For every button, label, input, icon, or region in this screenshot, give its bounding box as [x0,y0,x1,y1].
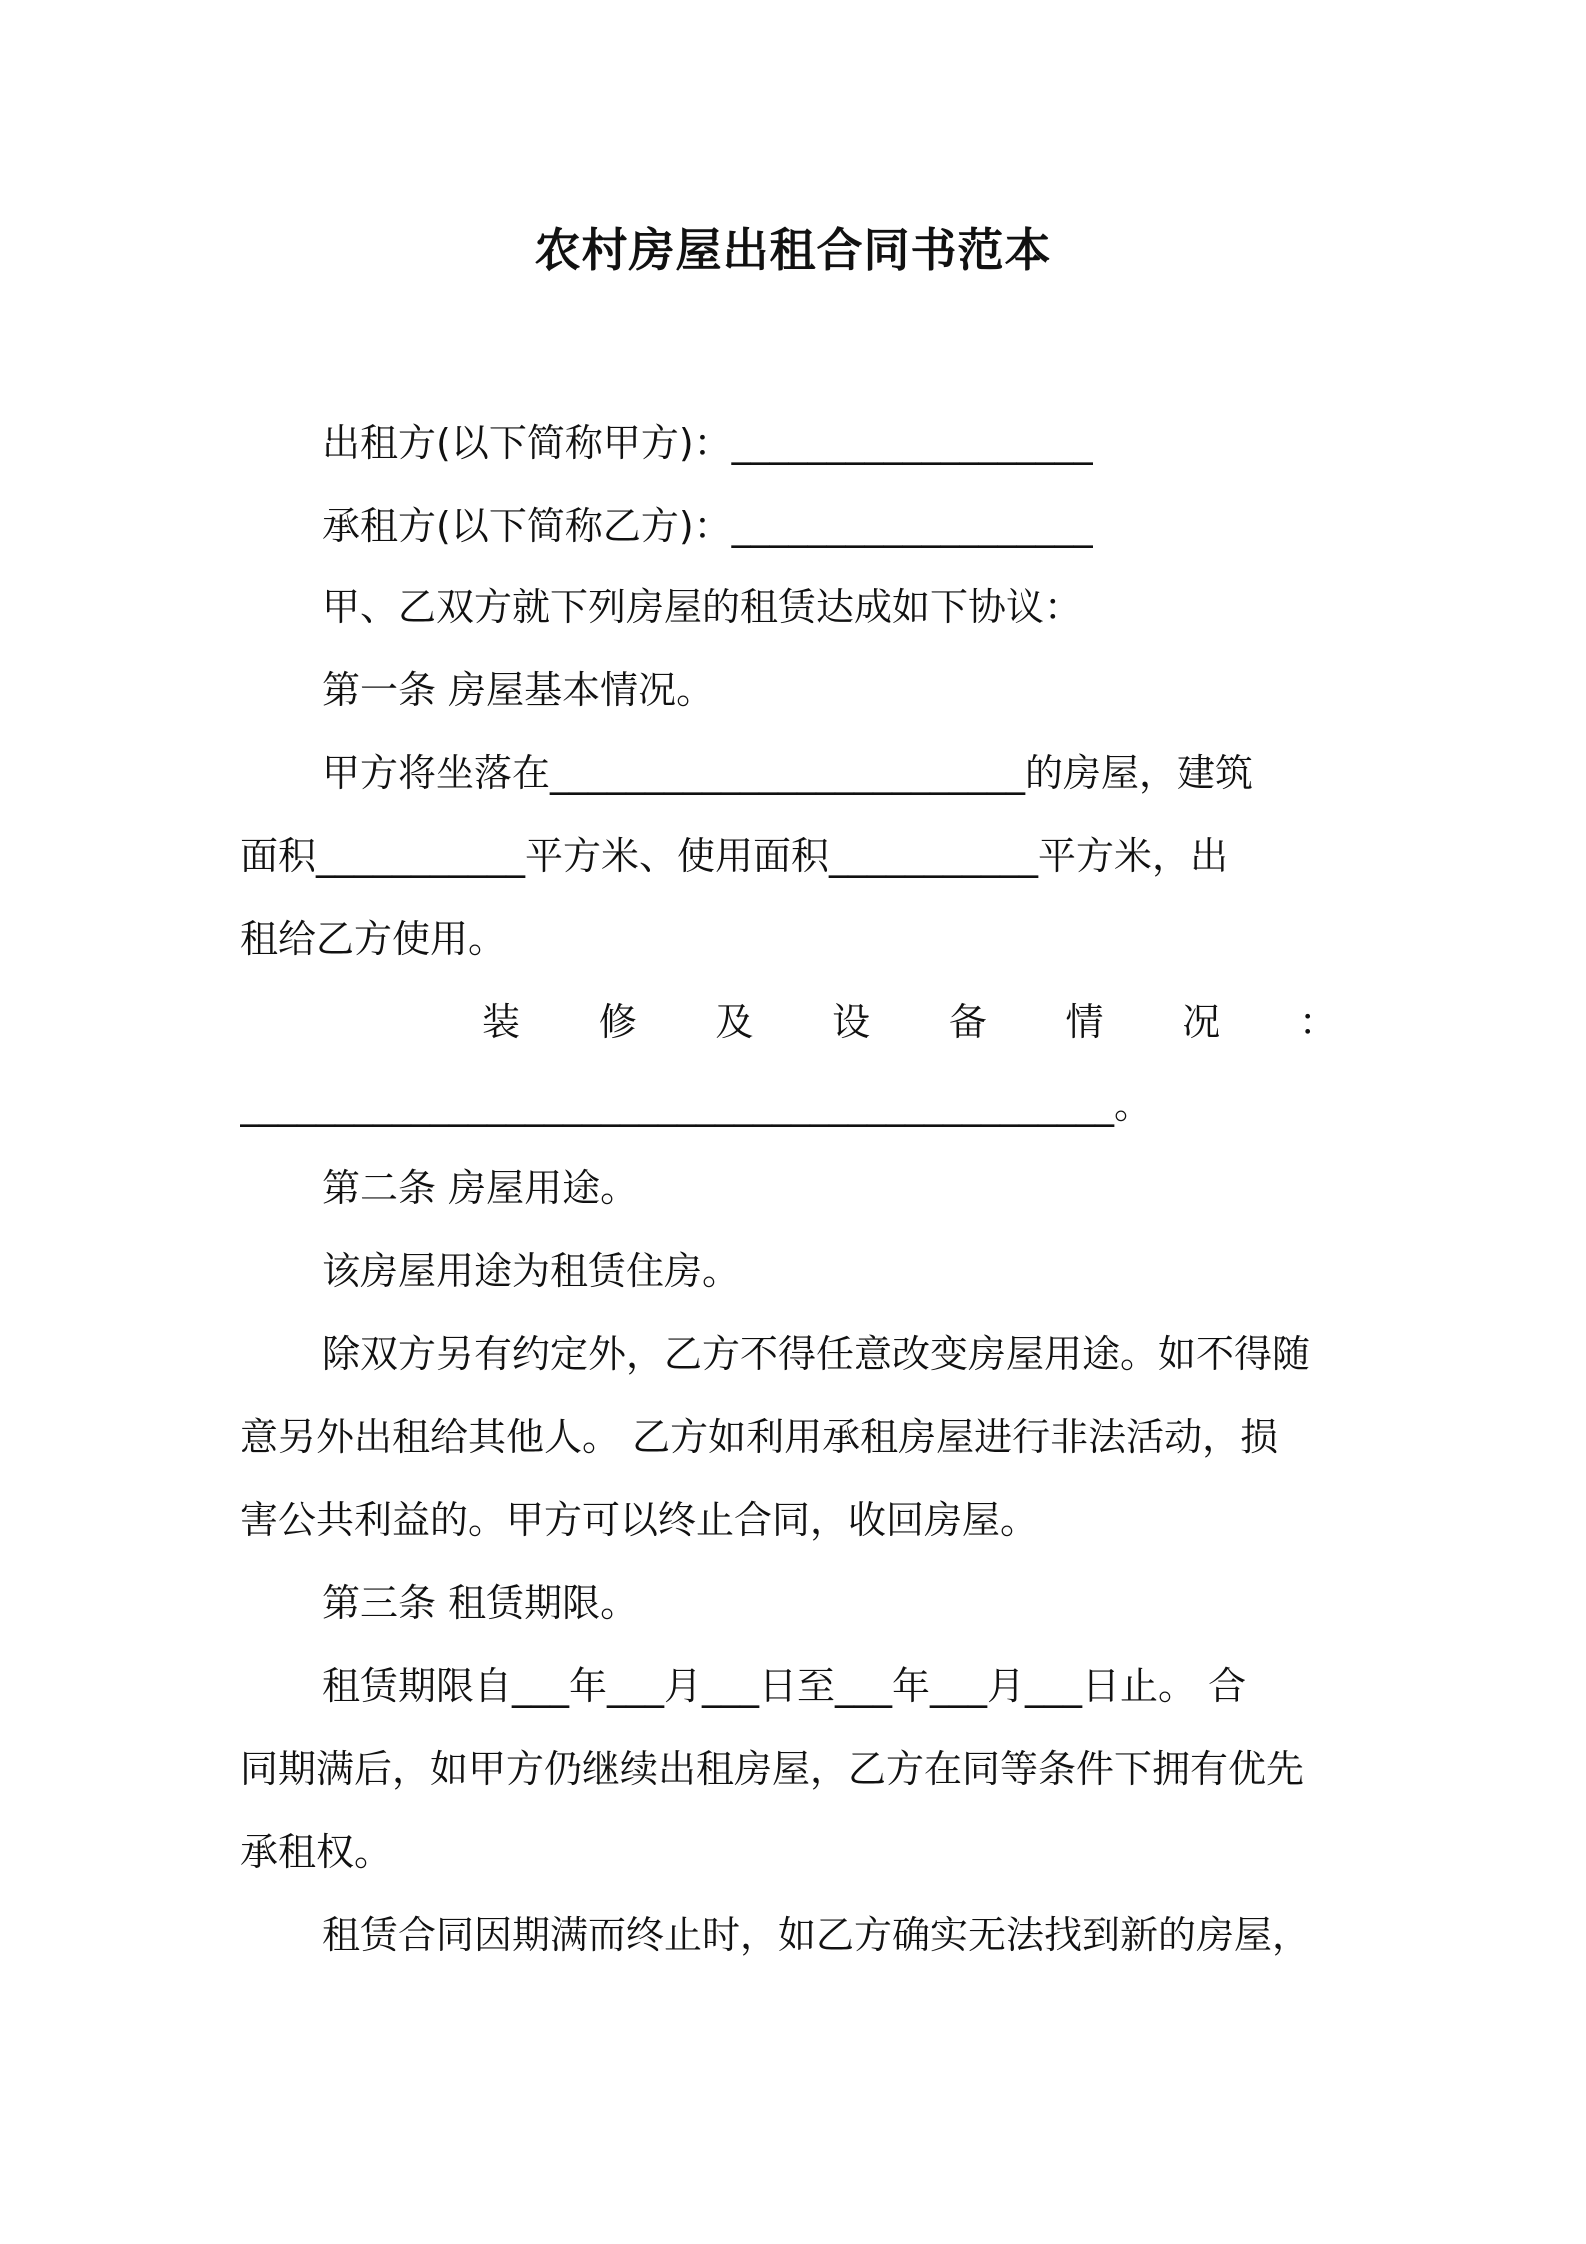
article-1-heading: 第一条 房屋基本情况。 [322,668,715,712]
article-2-text-line-1: 除双方另有约定外，乙方不得任意改变房屋用途。如不得随 [322,1332,1311,1376]
decoration-equipment-label [482,995,1337,1049]
article-3-text-line-3: 承租权。 [240,1830,393,1874]
article-3-text-line-4: 租赁合同因期满而终止时，如乙方确实无法找到新的房屋， [322,1913,1311,1957]
decoration-char: 情 [1065,1000,1104,1044]
article-1-text-line-1: 甲方将坐落在_________________________的房屋，建筑 [322,751,1254,795]
decoration-char: 及 [715,1000,754,1044]
article-1-text-line-3: 租给乙方使用。 [240,917,507,961]
decoration-char: ： [1298,1000,1337,1044]
article-2-text-line-3: 害公共利益的。甲方可以终止合同，收回房屋。 [240,1498,1039,1542]
article-3-text-line-1: 租赁期限自___年___月___日至___年___月___日止。 合 [322,1664,1247,1708]
agreement-intro: 甲、乙双方就下列房屋的租赁达成如下协议： [322,585,1083,629]
lessor-line: 出租方(以下简称甲方)：___________________ [322,421,1093,465]
article-2-heading: 第二条 房屋用途。 [322,1166,639,1210]
article-2-usage: 该房屋用途为租赁住房。 [322,1249,741,1293]
decoration-char: 装 [482,1000,521,1044]
document-title: 农村房屋出租合同书范本 [534,223,1052,277]
article-3-text-line-2: 同期满后，如甲方仍继续出租房屋，乙方在同等条件下拥有优先 [240,1747,1305,1791]
article-3-heading: 第三条 租赁期限。 [322,1581,639,1625]
article-2-text-line-2: 意另外出租给其他人。 乙方如利用承租房屋进行非法活动，损 [240,1415,1279,1459]
decoration-blank-line: ______________________________________________。 [240,1083,1153,1127]
decoration-char: 况 [1182,1000,1221,1044]
decoration-char: 备 [948,1000,987,1044]
lessee-line: 承租方(以下简称乙方)：___________________ [322,504,1093,548]
article-1-text-line-2: 面积___________平方米、使用面积___________平方米，出 [240,834,1229,878]
decoration-char: 修 [598,1000,637,1044]
decoration-char: 设 [832,1000,871,1044]
